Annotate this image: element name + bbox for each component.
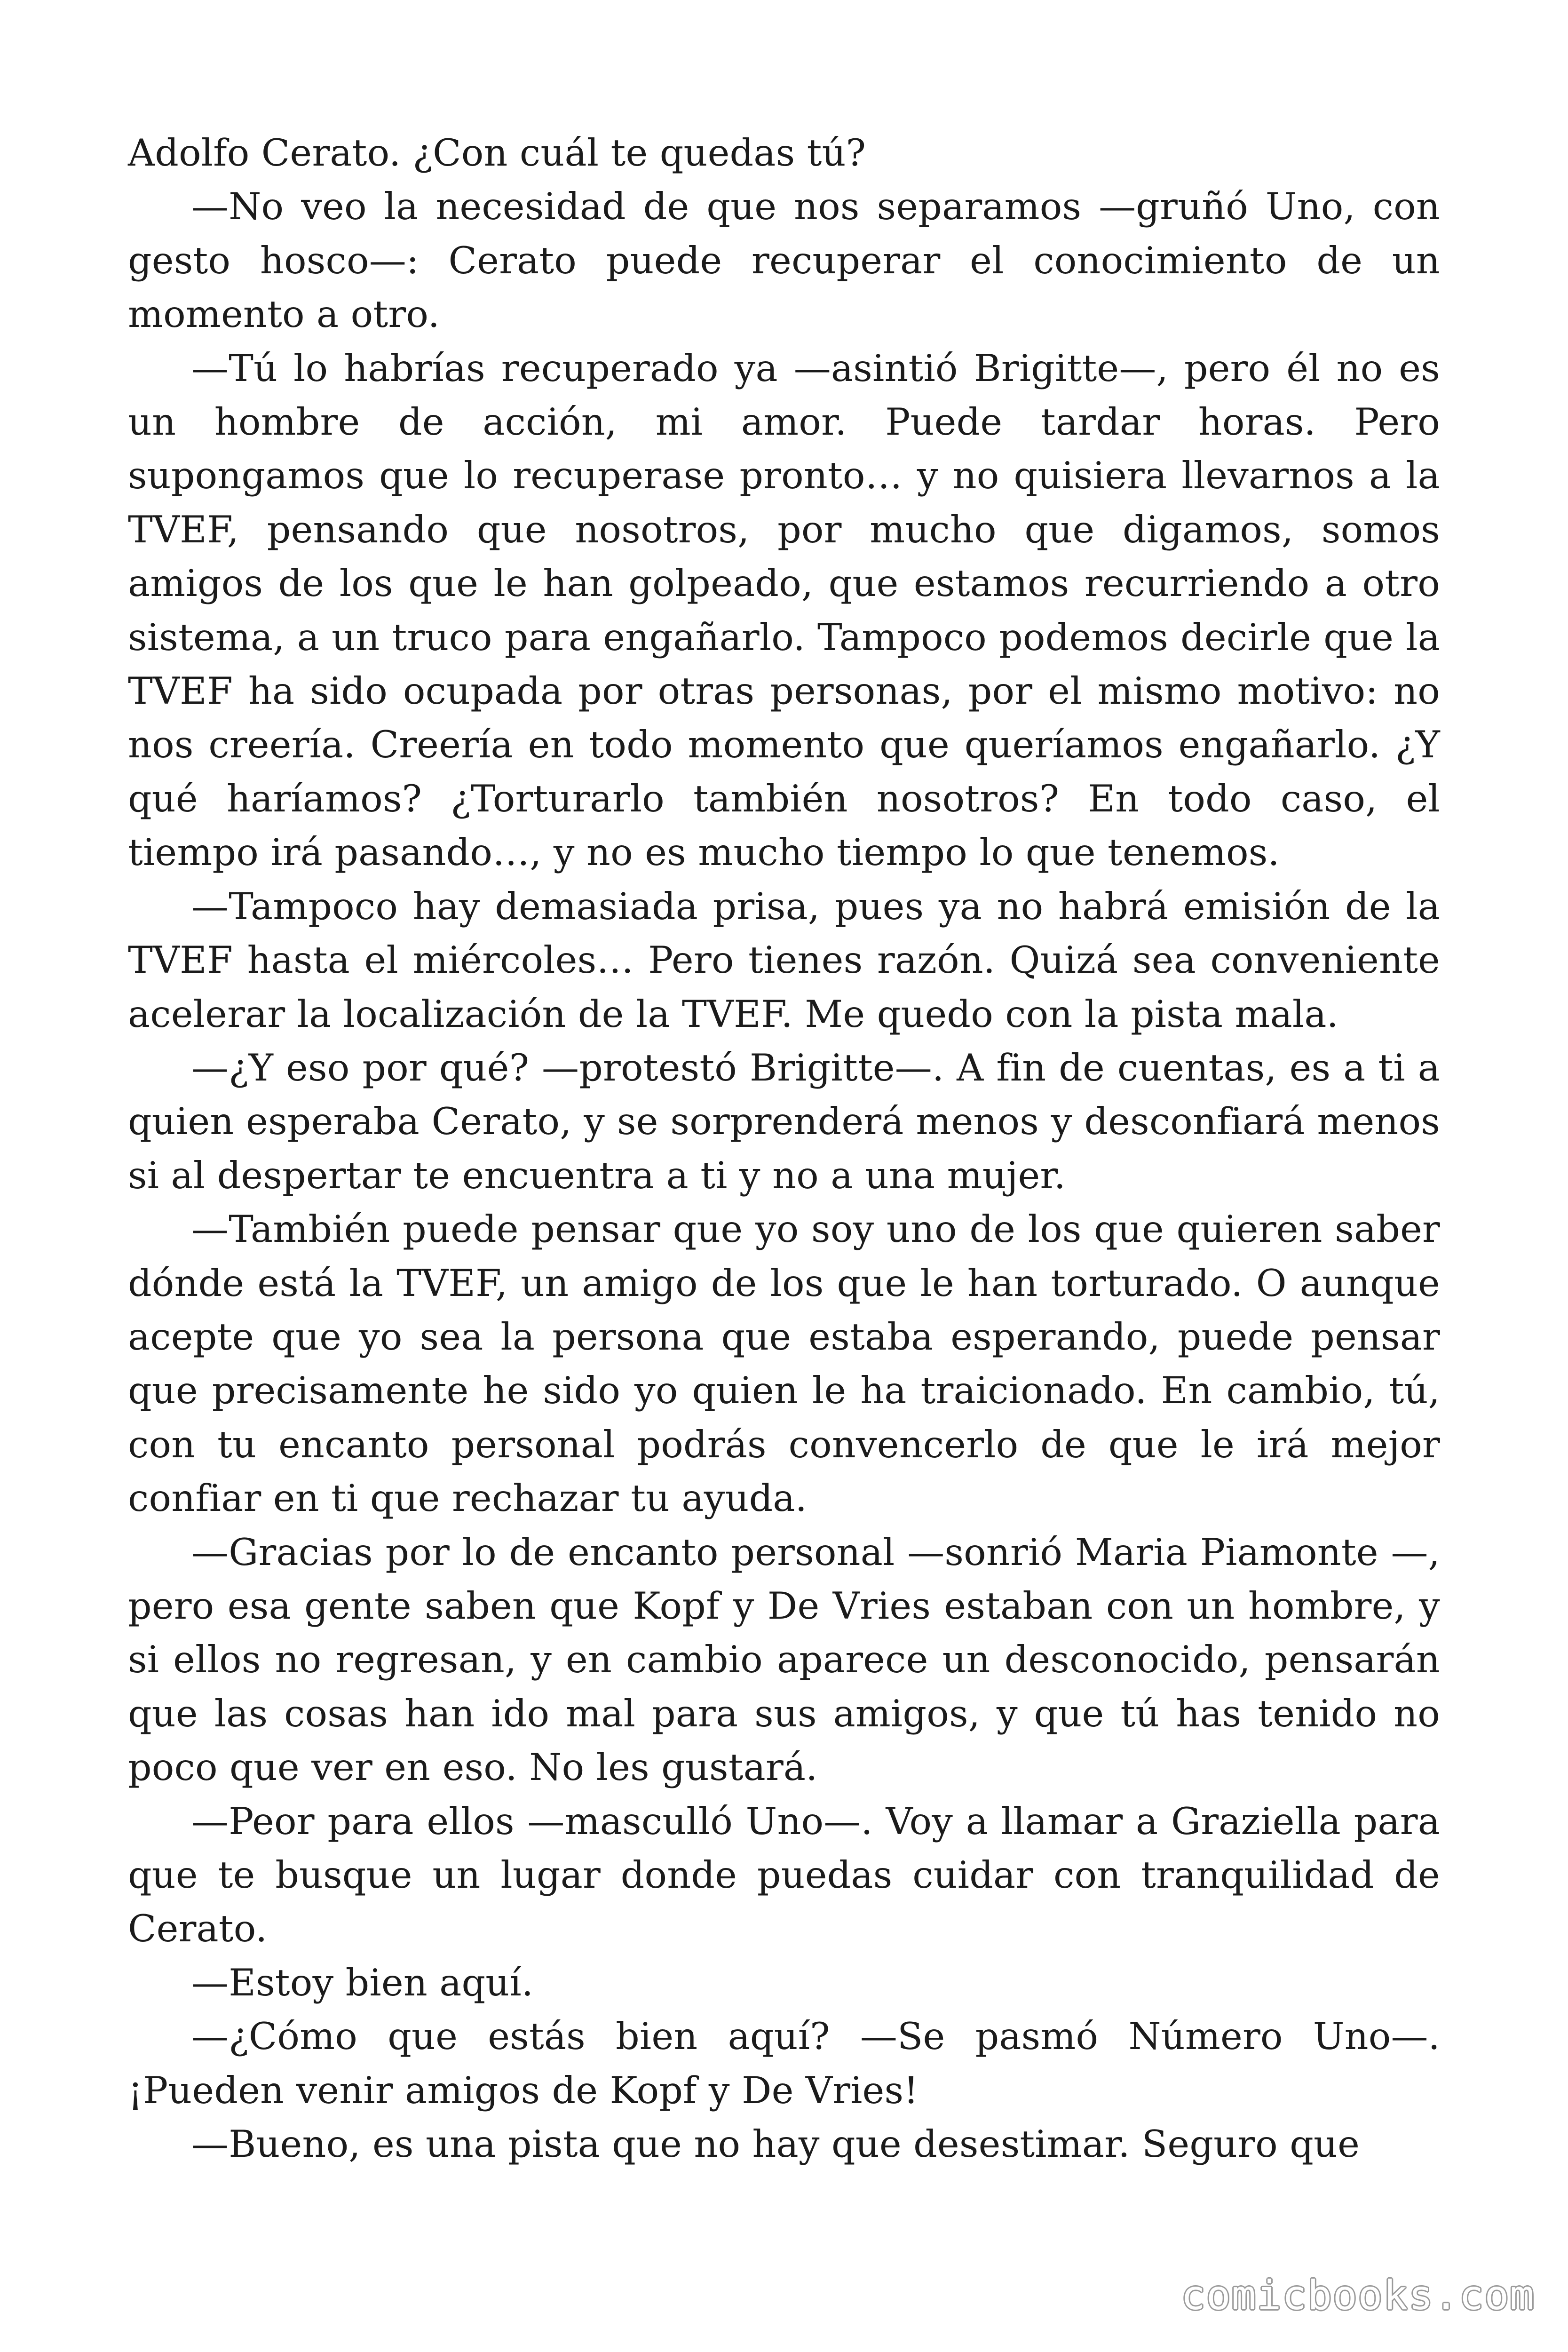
book-page-text (128, 126, 1440, 2171)
watermark-text: comicbooks.com (1181, 2272, 1535, 2319)
paragraph-8: —Peor para ellos —masculló Uno—. Voy a llamar a Graziella para que te busque un lugar donde puedas cuidar con tranquilidad de Cerato. (128, 1799, 1440, 1951)
paragraph-10: —¿Cómo que estás bien aquí? —Se pasmó Número Uno—. ¡Pueden venir amigos de Kopf y De Vries! (128, 2015, 1440, 2112)
paragraph-9: —Estoy bien aquí. (191, 1961, 534, 2004)
paragraph-7: —Gracias por lo de encanto personal —sonrió Maria Piamonte —, pero esa gente saben que Kopf y De Vries estaban con un hombre, y si ellos no regresan, y en cambio aparece un desconocido, pensarán que las cosas han ido mal para sus amigos, y que tú has tenido no poco que ver en eso. No les gustará. (128, 1530, 1440, 1789)
paragraph-3: —Tú lo habrías recuperado ya —asintió Brigitte—, pero él no es un hombre de acción, mi amor. Puede tardar horas. Pero supongamos que lo recuperase pronto… y no quisiera llevarnos a la TVEF, pensando que nosotros, por mucho que digamos, somos amigos de los que le han golpeado, que estamos recurriendo a otro sistema, a un truco para engañarlo. Tampoco podemos decirle que la TVEF ha sido ocupada por otras personas, por el mismo motivo: no nos creería. Creería en todo momento que queríamos engañarlo. ¿Y qué haríamos? ¿Torturarlo también nosotros? En todo caso, el tiempo irá pasando…, y no es mucho tiempo lo que tenemos. (128, 346, 1440, 874)
paragraph-4: —Tampoco hay demasiada prisa, pues ya no habrá emisión de la TVEF hasta el miércoles… Pero tienes razón. Quizá sea conveniente acelerar la localización de la TVEF. Me quedo con la pista mala. (128, 884, 1440, 1036)
paragraph-6: —También puede pensar que yo soy uno de los que quieren saber dónde está la TVEF, un amigo de los que le han torturado. O aunque acepte que yo sea la persona que estaba esperando, puede pensar que precisamente he sido yo quien le ha traicionado. En cambio, tú, con tu encanto personal podrás convencerlo de que le irá mejor confiar en ti que rechazar tu ayuda. (128, 1208, 1440, 1520)
paragraph-11: —Bueno, es una pista que no hay que desestimar. Seguro que (191, 2122, 1360, 2166)
paragraph-2: —No veo la necesidad de que nos separamos —gruñó Uno, con gesto hosco—: Cerato puede recuperar el conocimiento de un momento a otro. (128, 185, 1440, 336)
paragraph-1: Adolfo Cerato. ¿Con cuál te quedas tú? (128, 131, 866, 175)
paragraph-5: —¿Y eso por qué? —protestó Brigitte—. A fin de cuentas, es a ti a quien esperaba Cerato, y se sorprenderá menos y desconfiará menos si al despertar te encuentra a ti y no a una mujer. (128, 1046, 1440, 1197)
